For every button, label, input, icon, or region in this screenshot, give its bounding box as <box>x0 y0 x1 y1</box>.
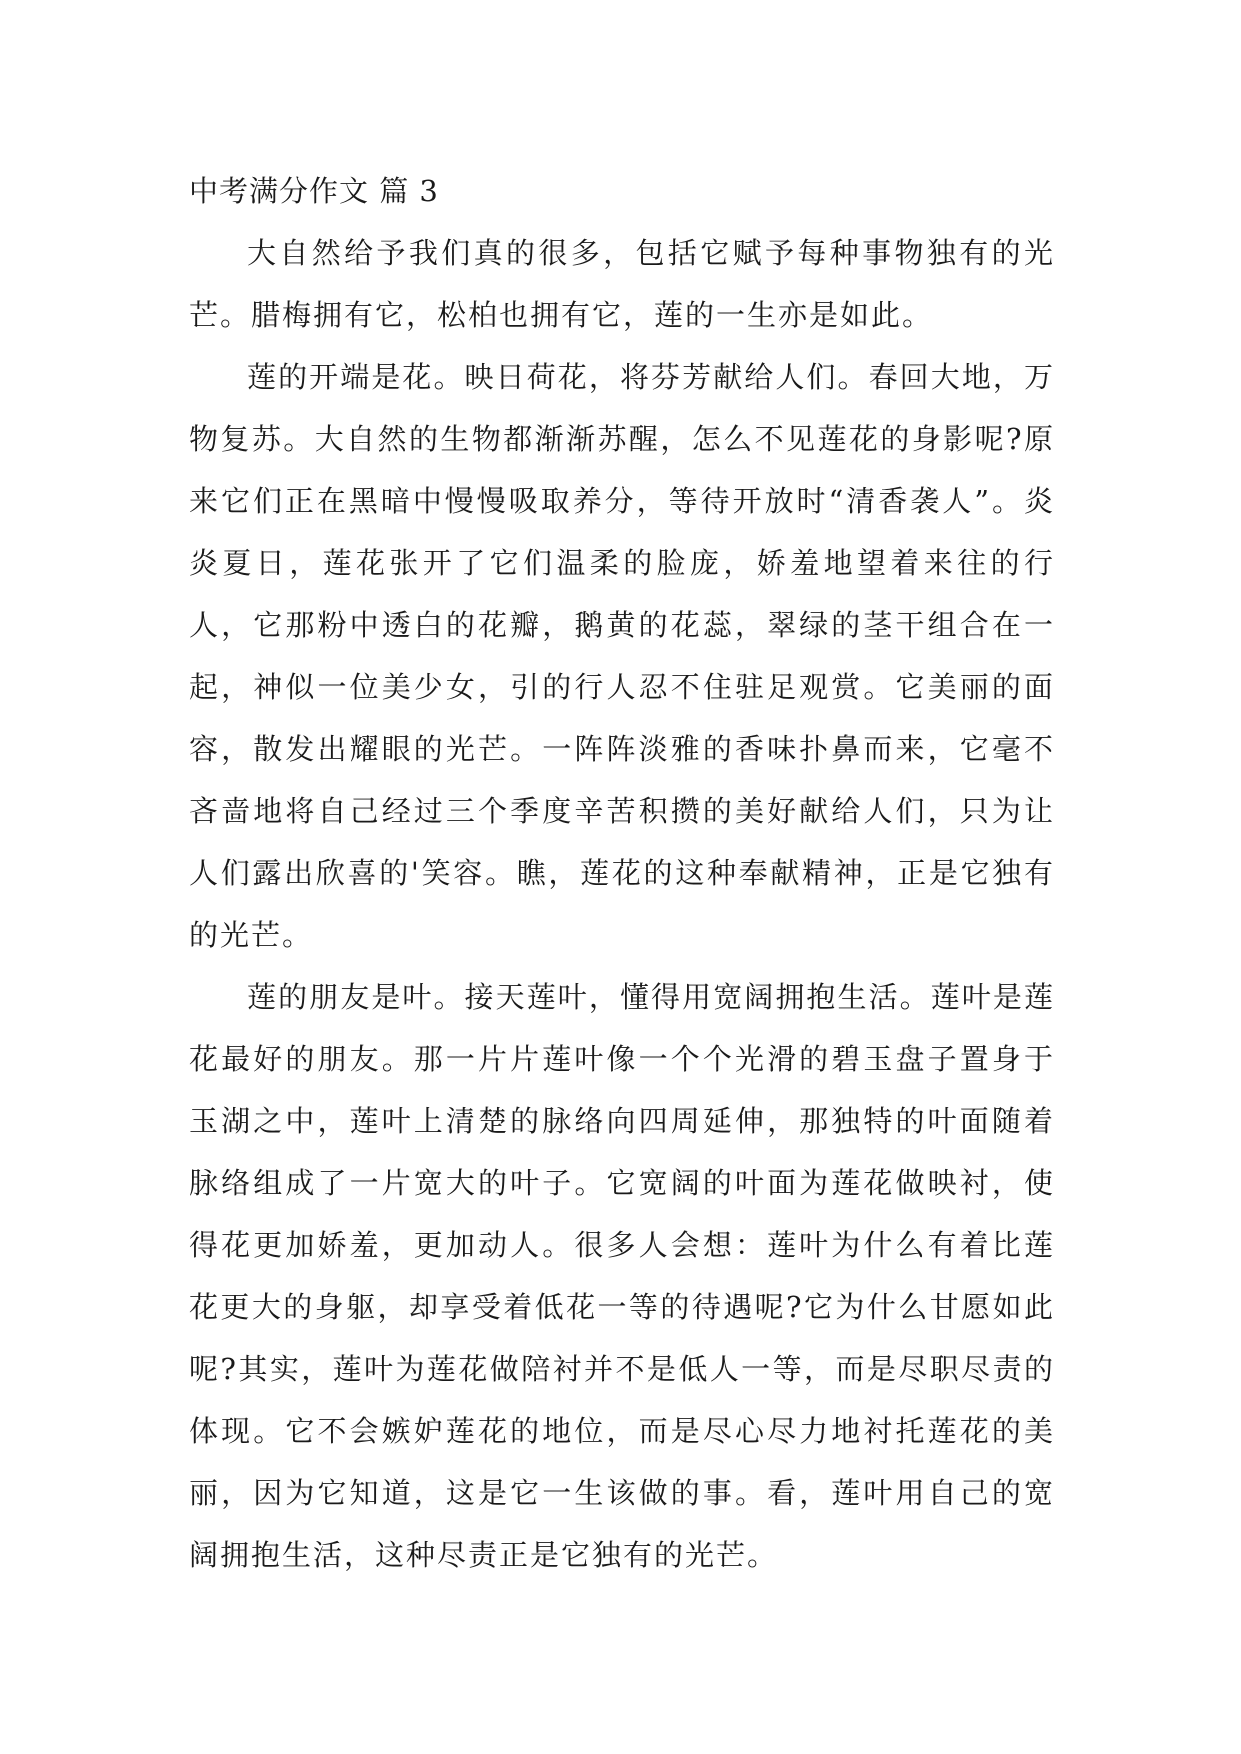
paragraph-3: 莲的朋友是叶。接天莲叶，懂得用宽阔拥抱生活。莲叶是莲花最好的朋友。那一片片莲叶像一个个光滑的碧玉盘子置身于玉湖之中，莲叶上清楚的脉络向四周延伸，那独特的叶面随着脉络组成了一片宽大的叶子。它宽阔的叶面为莲花做映衬，使得花更加娇羞，更加动人。很多人会想：莲叶为什么有着比莲花更大的身躯，却享受着低花一等的待遇呢?它为什么甘愿如此呢?其实，莲叶为莲花做陪衬并不是低人一等，而是尽职尽责的体现。它不会嫉妒莲花的地位，而是尽心尽力地衬托莲花的美丽，因为它知道，这是它一生该做的事。看，莲叶用自己的宽阔拥抱生活，这种尽责正是它独有的光芒。 <box>189 980 1055 1572</box>
document-body <box>189 160 1055 1586</box>
paragraph-1: 大自然给予我们真的很多，包括它赋予每种事物独有的光芒。腊梅拥有它，松柏也拥有它，莲的一生亦是如此。 <box>189 236 1055 332</box>
paragraph-2: 莲的开端是花。映日荷花，将芬芳献给人们。春回大地，万物复苏。大自然的生物都渐渐苏醒，怎么不见莲花的身影呢?原来它们正在黑暗中慢慢吸取养分，等待开放时“清香袭人”。炎炎夏日，莲花张开了它们温柔的脸庞，娇羞地望着来往的行人，它那粉中透白的花瓣，鹅黄的花蕊，翠绿的茎干组合在一起，神似一位美少女，引的行人忍不住驻足观赏。它美丽的面容，散发出耀眼的光芒。一阵阵淡雅的香味扑鼻而来，它毫不吝啬地将自己经过三个季度辛苦积攒的美好献给人们，只为让人们露出欣喜的'笑容。瞧，莲花的这种奉献精神，正是它独有的光芒。 <box>189 360 1055 952</box>
document-title: 中考满分作文 篇 3 <box>189 174 439 208</box>
